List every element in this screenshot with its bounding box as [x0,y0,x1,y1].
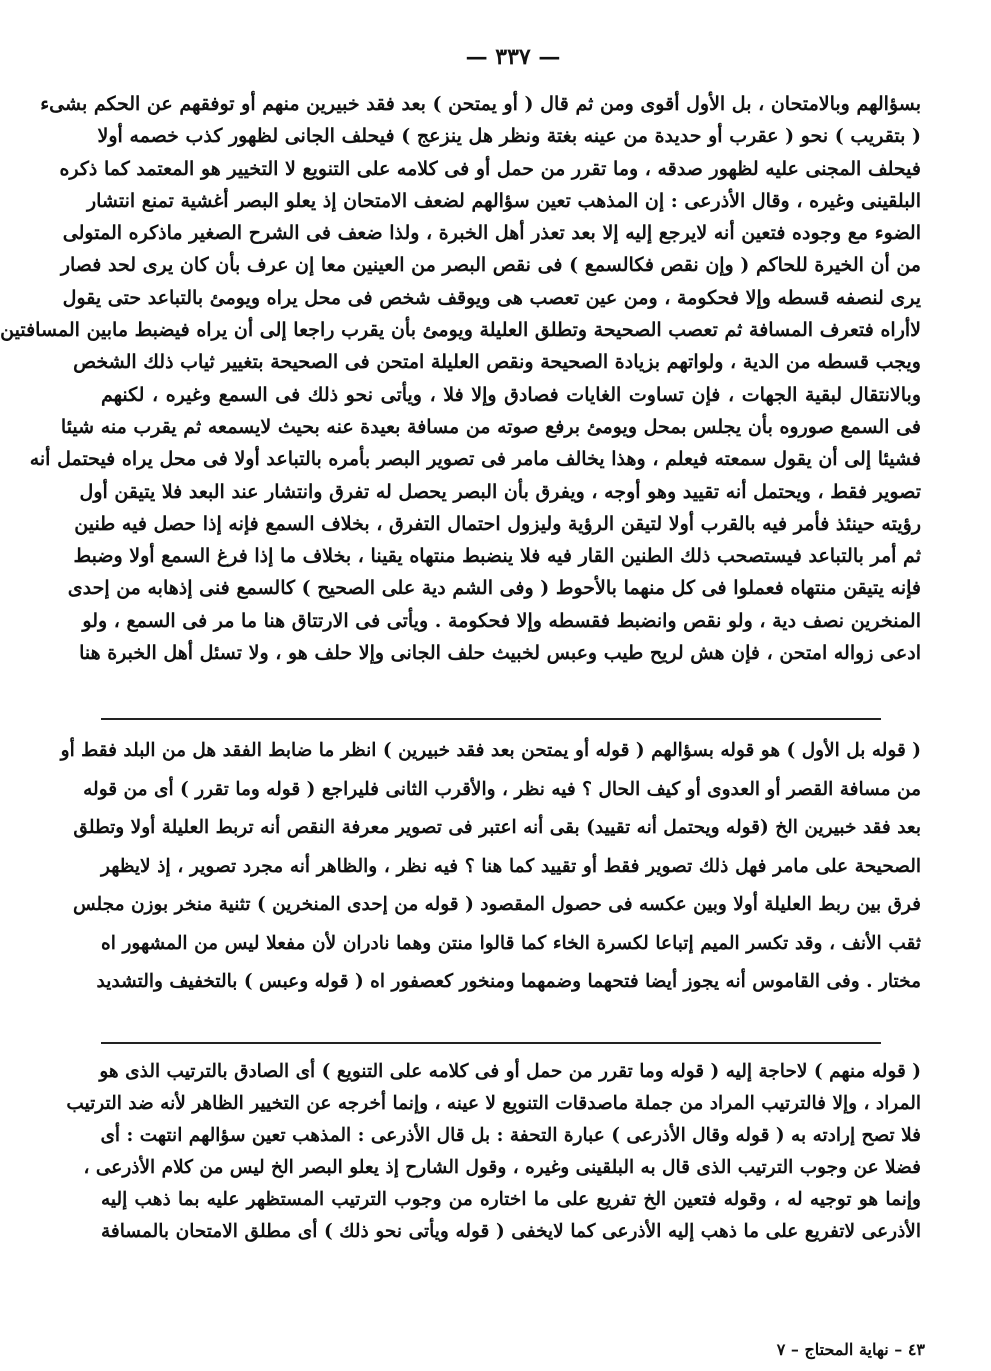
note-line: بعد فقد خبيرين الخ (قوله ويحتمل أنه تقييد) بقى أنه اعتبر فى تصوير معرفة النقص أنه تربط العليلة أولا وتطلق [73,817,921,838]
divider-rule [101,718,881,720]
note-line: ( قوله منهم ) لاحاجة إليه ( قوله وما تقرر من حمل أو فى كلامه على التنويع ) أى الصادق بالترتيب الذى هو [99,1061,921,1082]
main-line: الضوء مع وجوده فتعين أنه لايرجع إليه إلا بعد تعذر أهل الخبرة ، ولذا ضعف فى الشرح الصغير ماذكره المتولى [62,222,921,245]
main-line: فشيئا إلى أن يقول سمعته فيعلم ، وهذا يخالف مامر فى تصوير البصر بأمره بالتباعد أولا فى محل يراه فيحتمل أنه [29,448,921,471]
note-line: فرق بين ربط العليلة أولا وبين عكسه فى حصول المقصود ( قوله من إحدى المنخرين ) تثنية منخر بوزن مجلس [72,894,921,915]
main-text-block [0,88,921,669]
main-line: فإنه يتيقن منتهاه فعملوا فى كل منهما بالأحوط ( وفى الشم دية على الصحيح ) كالسمع فنى إذهابه من إحدى [67,577,921,600]
main-line: فى السمع صوروه بأن يجلس بمحل ويومئ برفع صوته من مسافة بعيدة عنه بحيث لايسمعه ثم يقرب منه شيئا [60,415,921,438]
note-line: الصحيحة على مامر فهل ذلك تصوير فقط أو تقييد كما هنا ؟ فيه نظر ، والظاهر أنه مجرد تصوير ، إذ لايظهر [101,855,921,877]
divider-rule [101,1042,881,1044]
note-line: فضلا عن وجوب الترتيب الذى قال به البلقينى وغيره ، وقول الشارح إذ يعلو البصر الخ ليس من كلام الأذرعى ، [83,1157,921,1178]
margin-notes-block-2 [66,1056,921,1248]
note-line: من مسافة القصر أو العدوى أو كيف الحال ؟ فيه نظر ، والأقرب الثانى فليراجع ( قوله وما تقرر ) أى من قوله [83,778,921,800]
main-line: ( بتقريب ) نحو ( عقرب أو حديدة من عينه بغتة ونظر هل ينزعج ) فيحلف الجانى لظهور كذب خصمه أولا [97,125,921,148]
main-line: ادعى زواله امتحن ، فإن هش لريح طيب وعبس لخبيث حلف الجانى وإلا حلف هو ، ولا تسئل أهل الخبرة هنا [79,642,921,665]
note-line: فلا تصح إرادته به ( قوله وقال الأذرعى ) عبارة التحفة : بل قال الأذرعى : المذهب تعين سؤالهم انتهت : أى [100,1125,921,1146]
note-line: وإنما هو توجيه له ، وقوله فتعين الخ تفريع على ما اختاره من وجوب الترتيب المستظهر عليه بما ذهب إليه [101,1189,921,1210]
main-line: ثم أمر بالتباعد فيستصحب ذلك الطنين القار فيه فلا ينضبط منتهاه يقينا ، بخلاف ما إذا فرغ السمع أولا وضبط [73,545,921,568]
main-line: المنخرين نصف دية ، ولو نقص وانضبط فقسطه وإلا فحكومة . ويأتى فى الارتتاق هنا ما مر فى السمع ، ولو [82,609,921,632]
main-line: ويجب قسطه من الدية ، ولواتهم بزيادة الصحيحة ونقص العليلة امتحن فى الصحيحة بتغيير ثياب ذلك الشخص [73,351,921,374]
main-line: وبالانتقال لبقية الجهات ، فإن تساوت الغايات فصادق وإلا فلا ، ويأتى نحو ذلك فى السمع وغيره ، لكنهم [101,383,921,406]
note-line: المراد ، وإلا فالترتيب المراد من جملة ماصدقات التنويع لا عينه ، وإنما أخرجه عن التخيير الظاهر لأنه ضد الترتيب [66,1093,921,1114]
main-line: تصوير فقط ، ويحتمل أنه تقييد وهو أوجه ، ويفرق بأن البصر يحصل له تفرق وانتشار عند البعد فلا يتيقن أول [79,480,921,503]
note-line: مختار . وفى القاموس أنه يجوز أيضا فتحهما وضمهما ومنخور كعصفور اه ( قوله وعبس ) بالتخفيف والتشديد [96,971,921,992]
footer-signature: ٤٣ – نهاية المحتاج – ٧ [776,1340,925,1359]
main-line: من أن الخيرة للحاكم ( وإن نقص فكالسمع ) فى نقص البصر من العينين معا إن عرف بأن كان يرى لحد فصار [60,254,921,277]
main-line: لاأراه فتعرف المسافة ثم تعصب الصحيحة وتطلق العليلة ويومئ بأن يقرب راجعا إلى أن يراه فيضبط مابين المسافتين [0,319,921,342]
main-line: يرى لنصفه قسطه وإلا فحكومة ، ومن عين تعصب هى ويوقف شخص فى محل يراه ويومئ بالتباعد حتى يقول [62,286,921,309]
note-line: ( قوله بل الأول ) هو قوله بسؤالهم ( قوله أو يمتحن بعد فقد خبيرين ) انظر ما ضابط الفقد هل من البلد فقط أو [60,740,921,761]
main-line: بسؤالهم وبالامتحان ، بل الأول أقوى ومن ثم قال ( أو يمتحن ) بعد فقد خبيرين منهم أو توفقهم عن الحكم بشىء [40,93,921,115]
note-line: الأذرعى لاتفريع على ما ذهب إليه الأذرعى كما لايخفى ( قوله ويأتى نحو ذلك ) أى مطلق الامتحان بالمسافة [101,1221,921,1242]
margin-notes-block [60,732,921,1002]
main-line: فيحلف المجنى عليه لظهور صدقه ، وما تقرر من حمل أو فى كلامه على التنويع لا التخيير هو المعتمد كما ذكره [59,157,921,180]
note-line: ثقب الأنف ، وقد تكسر الميم إتباعا لكسرة الخاء كما قالوا منتن وهما نادران لأن مفعلا ليس من المشهور اه [101,932,921,954]
page-number: — ٣٣٧ — [465,44,561,70]
main-line: البلقينى وغيره ، وقال الأذرعى : إن المذهب تعين سؤالهم لضعف الامتحان إذ يعلو البصر أغشية تمنع انتشار [86,189,921,212]
main-line: رؤيته حينئذ فأمر فيه بالقرب أولا لتيقن الرؤية وليزول احتمال التفرق ، بخلاف السمع فإنه إذا حصل فيه طنين [74,512,921,535]
